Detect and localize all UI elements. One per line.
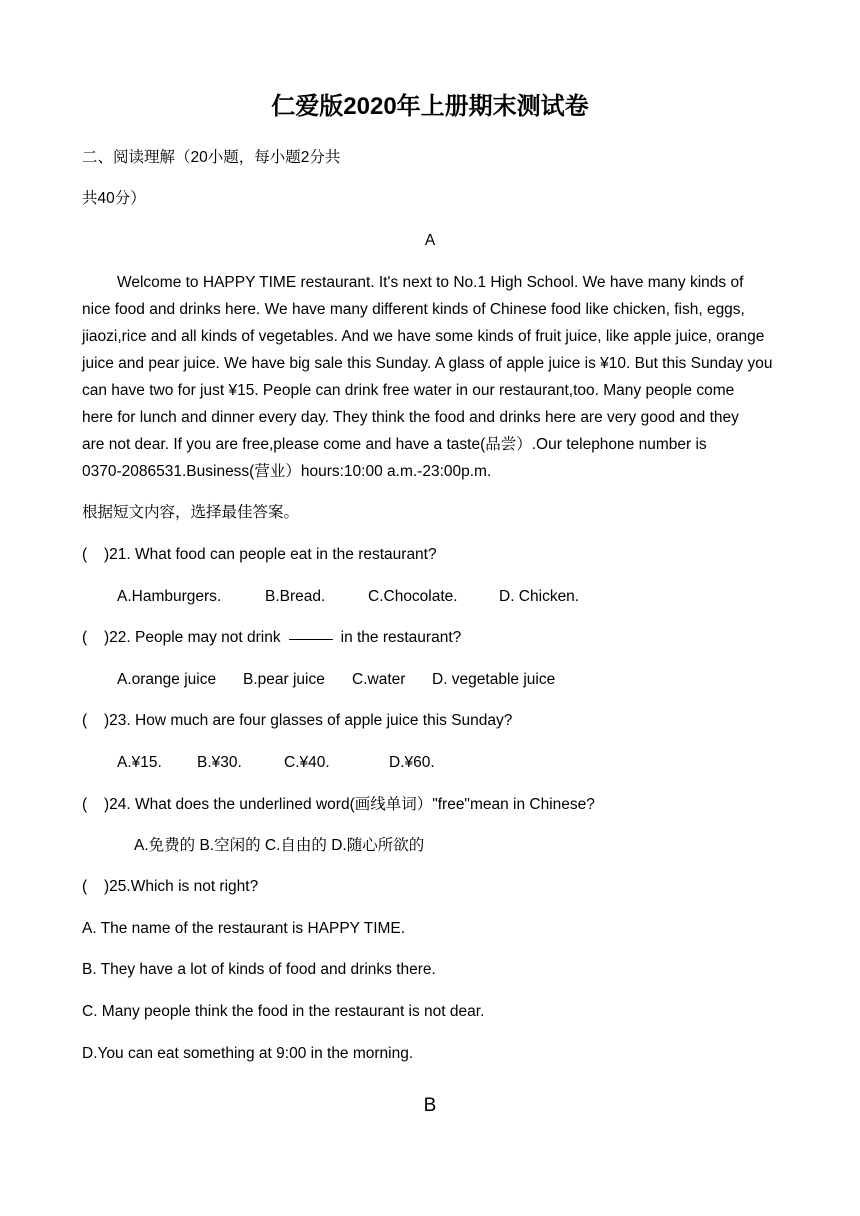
page-title: 仁爱版2020年上册期末测试卷 [271, 93, 589, 120]
option-d: D.¥60. [389, 754, 435, 771]
answer-paren: ( [82, 629, 88, 646]
option-a: A.orange juice [117, 671, 217, 688]
section-heading: 二、阅读理解（20小题，每小题2分共 [82, 149, 341, 166]
question-text: )22. People may not drink [104, 629, 281, 646]
option-c: C.water [352, 671, 406, 688]
option-a: A. The name of the restaurant is HAPPY TIME. [82, 920, 406, 937]
answer-paren: ( [82, 546, 88, 563]
question-text: )25.Which is not right? [104, 878, 259, 895]
passage-line: here for lunch and dinner every day. They think the food and drinks here are very good and they [82, 409, 739, 426]
passage-line: Welcome to HAPPY TIME restaurant. It's next to No.1 High School. We have many kinds of [117, 274, 744, 291]
option-c: C.Chocolate. [368, 588, 458, 605]
option-b: B.¥30. [197, 754, 242, 771]
option-b: B.pear juice [243, 671, 325, 688]
passage-line: 0370-2086531.Business(营业）hours:10:00 a.m.-23:00p.m. [82, 463, 492, 480]
option-d: D.You can eat something at 9:00 in the morning. [82, 1045, 414, 1062]
passage-a-label: A [424, 232, 436, 249]
answer-paren: ( [82, 878, 88, 895]
passage-line: jiaozi,rice and all kinds of vegetables. And we have some kinds of fruit juice, like apple juice, orange [82, 328, 765, 345]
question-text: )21. What food can people eat in the restaurant? [104, 546, 437, 563]
fill-in-blank [289, 639, 333, 640]
option-d: D. Chicken. [499, 588, 580, 605]
instruction-text: 根据短文内容，选择最佳答案。 [82, 504, 300, 521]
question-24 [82, 795, 595, 815]
question-text-end: in the restaurant? [340, 629, 462, 646]
passage-line: juice and pear juice. We have big sale this Sunday. A glass of apple juice is ¥10. But this Sunday you [82, 355, 773, 372]
question-text: )23. How much are four glasses of apple juice this Sunday? [104, 712, 513, 729]
option-d: D. vegetable juice [432, 671, 556, 688]
question-21-options [117, 587, 579, 607]
question-25 [82, 877, 258, 897]
option-b: B. They have a lot of kinds of food and drinks there. [82, 961, 436, 978]
passage-b-label: B [423, 1095, 437, 1116]
question-22-options [117, 670, 555, 690]
question-23 [82, 711, 512, 731]
question-text: )24. What does the underlined word(画线单词）"free"mean in Chinese? [104, 796, 595, 813]
answer-paren: ( [82, 712, 88, 729]
option-c: C. Many people think the food in the restaurant is not dear. [82, 1003, 485, 1020]
option-b: B.Bread. [265, 588, 326, 605]
passage-line: nice food and drinks here. We have many different kinds of Chinese food like chicken, fish, eggs, [82, 301, 745, 318]
section-heading-continued: 共40分） [82, 190, 146, 207]
option-c: C.¥40. [284, 754, 330, 771]
option-a: A.Hamburgers. [117, 588, 222, 605]
question-22 [82, 628, 461, 648]
passage-line: can have two for just ¥15. People can drink free water in our restaurant,too. Many people come [82, 382, 735, 399]
passage-line: are not dear. If you are free,please come and have a taste(品尝）.Our telephone number is [82, 436, 707, 453]
question-24-options: A.免费的 B.空闲的 C.自由的 D.随心所欲的 [134, 837, 425, 854]
option-a: A.¥15. [117, 754, 162, 771]
question-23-options [117, 753, 435, 773]
question-21 [82, 545, 437, 565]
answer-paren: ( [82, 796, 88, 813]
